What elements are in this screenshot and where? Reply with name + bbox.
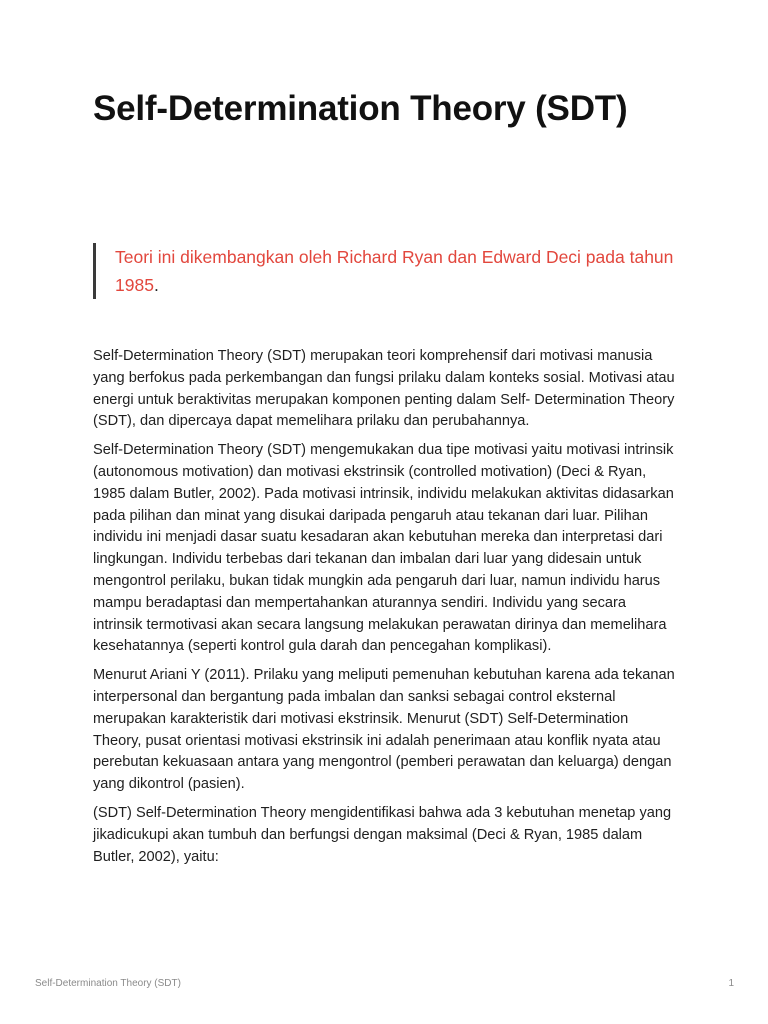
page-title: Self-Determination Theory (SDT) <box>93 89 628 128</box>
paragraph-4: (SDT) Self-Determination Theory mengidentifikasi bahwa ada 3 kebutuhan menetap yang jikadicukupi akan tumbuh dan berfungsi dengan maksimal (Deci & Ryan, 1985 dalam Butler, 2002), yaitu: <box>93 804 672 865</box>
pull-quote-period: . <box>153 275 159 295</box>
footer-title: Self-Determination Theory (SDT) <box>35 978 181 989</box>
paragraph-2: Self-Determination Theory (SDT) mengemukakan dua tipe motivasi yaitu motivasi intrinsik (autonomous motivation) dan motivasi ekstrinsik (controlled motivation) (Deci & Ryan, 1985 dalam Butler, 2002). Pada motivasi intrinsik, individu melakukan aktivitas didasarkan pada pilihan dan minat yang disukai daripada pengaruh atau tekanan dari luar. Pilihan individu ini menjadi dasar suatu kesadaran akan kebutuhan mereka dan interpretasi dari lingkungan. Individu terbebas dari tekanan dan imbalan dari luar yang didesain untuk mengontrol perilaku, bukan tidak mungkin ada pengaruh dari luar, namun individu harus mampu beradaptasi dan mempertahankan aturannya sendiri. Individu yang secara intrinsik termotivasi akan secara langsung melakukan perawatan dirinya dan memelihara kesehatannya (seperti kontrol gula darah dan pencegahan komplikasi). <box>93 442 674 655</box>
pull-quote <box>93 243 705 299</box>
body-text <box>93 346 676 875</box>
paragraph-1: Self-Determination Theory (SDT) merupakan teori komprehensif dari motivasi manusia yang berfokus pada perkembangan dan fungsi prilaku dalam konteks sosial. Motivasi atau energi untuk beraktivitas merupakan komponen penting dalam Self- Determination Theory (SDT), dan dipercaya dapat memelihara prilaku dan perubahannya. <box>93 348 675 430</box>
pull-quote-text: Teori ini dikembangkan oleh Richard Ryan dan Edward Deci pada tahun 1985 <box>115 247 674 295</box>
page-number: 1 <box>728 978 734 989</box>
paragraph-3: Menurut Ariani Y (2011). Prilaku yang meliputi pemenuhan kebutuhan karena ada tekanan interpersonal dan bergantung pada imbalan dan sanksi sebagai control eksternal merupakan karakteristik dari motivasi ekstrinsik. Menurut (SDT) Self-Determination Theory, pusat orientasi motivasi ekstrinsik ini adalah penerimaan atau konflik nyata atau perebutan kekuasaan antara yang mengontrol (pemberi perawatan dan keluarga) dengan yang dikontrol (pasien). <box>93 667 675 793</box>
